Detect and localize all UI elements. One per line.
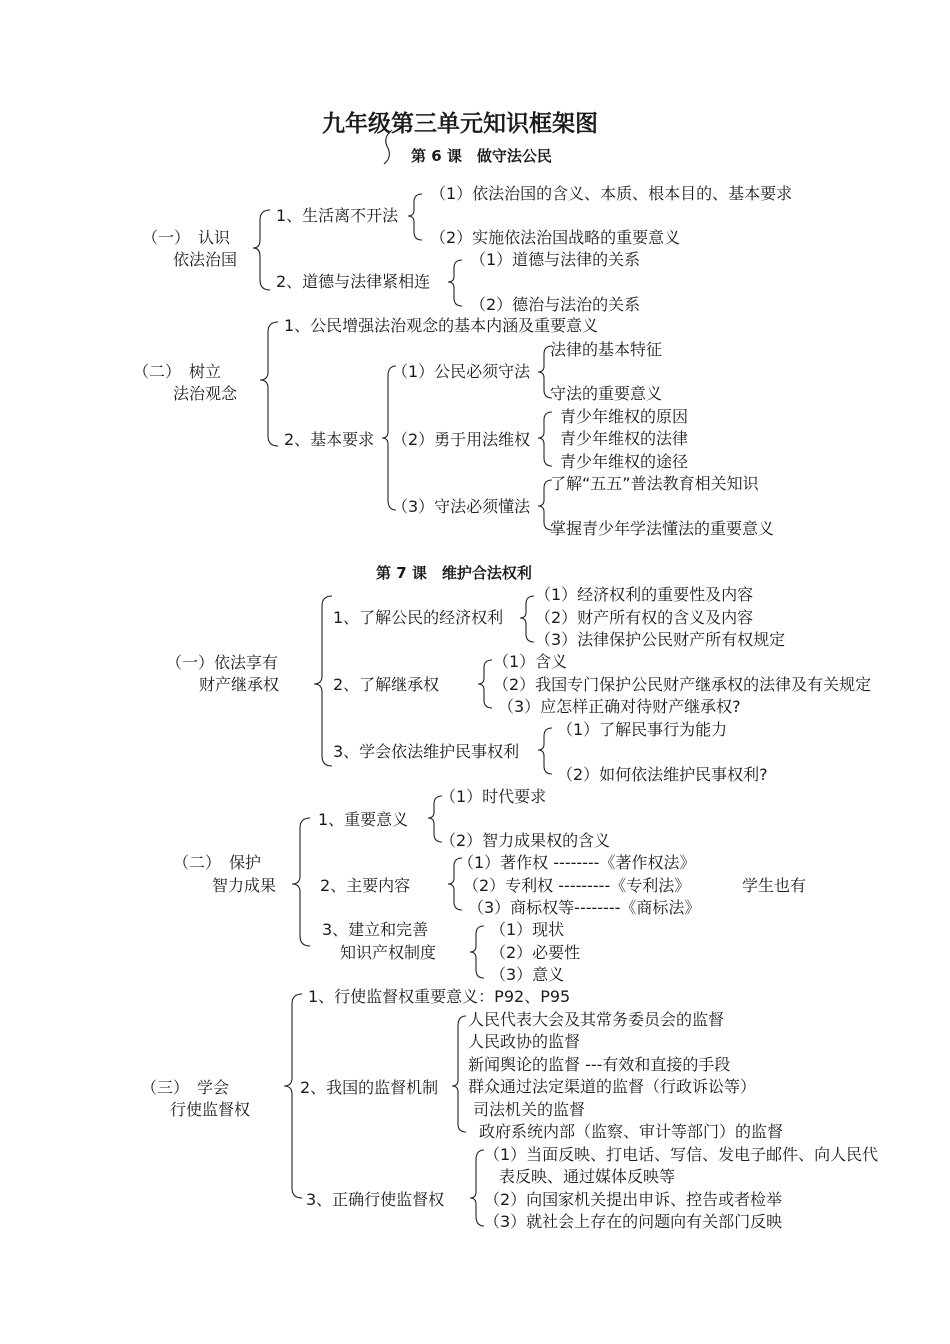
l6-s2-req2-sub3: 青少年维权的途径 — [560, 452, 689, 471]
brace-6-1-1 — [408, 194, 422, 240]
l7-s2-item2-sub1: （1）著作权 --------《著作权法》 — [458, 853, 696, 872]
brace-7-1-3 — [538, 728, 552, 774]
lesson6-heading: 第 6 课 做守法公民 — [411, 147, 552, 165]
l7-s2-item3-sub2: （2）必要性 — [490, 943, 581, 962]
l7-s3-item3-sub1-cont: 表反映、通过媒体反映等 — [499, 1167, 676, 1186]
l7-s2-item3-line1: 3、建立和完善 — [322, 920, 429, 939]
l6-s2-req3-sub1: 了解“五五”普法教育相关知识 — [550, 474, 759, 493]
l7-s1-item1-sub2: （2）财产所有权的含义及内容 — [535, 608, 754, 627]
l6-s1-item1: 1、生活离不开法 — [276, 206, 399, 225]
l7-s2-label-a: （二） 保护 — [173, 853, 262, 872]
l6-s2-req1: （1）公民必须守法 — [392, 362, 531, 381]
l6-s2-req3-sub2: 掌握青少年学法懂法的重要意义 — [550, 519, 775, 538]
l7-s2-item1-sub1: （1）时代要求 — [440, 787, 547, 806]
l7-s1-item1: 1、了解公民的经济权利 — [333, 608, 504, 627]
l6-s1-item1-sub2: （2）实施依法治国战略的重要意义 — [430, 228, 681, 247]
l6-s2-req1-sub2: 守法的重要意义 — [550, 384, 663, 403]
l7-s2-item2-sub3: （3）商标权等--------《商标法》 — [468, 898, 701, 917]
l6-s2-req3: （3）守法必须懂法 — [392, 497, 531, 516]
l7-s3-item3-sub1: （1）当面反映、打电话、写信、发电子邮件、向人民代 — [484, 1145, 879, 1164]
l6-s2-req1-sub1: 法律的基本特征 — [550, 340, 663, 359]
l6-s2-req2-sub2: 青少年维权的法律 — [560, 429, 689, 448]
brace-6-1-2 — [448, 260, 462, 306]
brace-6-1 — [253, 210, 270, 290]
l7-s2-item1-sub2: （2）智力成果权的含义 — [440, 831, 611, 850]
l7-s3-item2-sub5: 司法机关的监督 — [473, 1100, 586, 1119]
l7-s2-item3-line2: 知识产权制度 — [340, 943, 437, 962]
brace-6-2 — [260, 322, 278, 446]
l6-s2-label-b: 法治观念 — [173, 384, 238, 403]
l7-s1-item3-sub2: （2）如何依法维护民事权利? — [557, 765, 768, 784]
page-title: 九年级第三单元知识框架图 — [322, 111, 598, 137]
l7-s3-item2-sub6: 政府系统内部（监察、审计等部门）的监督 — [479, 1122, 784, 1141]
brace-6-2-2-2 — [538, 412, 552, 466]
l7-s1-item3: 3、学会依法维护民事权利 — [333, 742, 520, 761]
l7-s3-item3: 3、正确行使监督权 — [306, 1190, 445, 1209]
l7-s3-label-b: 行使监督权 — [170, 1100, 251, 1119]
l7-s3-item2: 2、我国的监督机制 — [300, 1078, 439, 1097]
l6-s2-req2: （2）勇于用法维权 — [392, 430, 531, 449]
l7-s3-item2-sub2: 人民政协的监督 — [468, 1032, 581, 1051]
l7-s2-label-b: 智力成果 — [212, 876, 277, 895]
l7-s1-item2: 2、了解继承权 — [333, 675, 440, 694]
l7-s1-item2-sub3: （3）应怎样正确对待财产继承权? — [498, 697, 741, 716]
l7-s1-label-b: 财产继承权 — [199, 675, 280, 694]
l7-s2-item2: 2、主要内容 — [320, 876, 411, 895]
l7-s3-item2-sub1: 人民代表大会及其常务委员会的监督 — [468, 1010, 725, 1029]
brace-7-3-2 — [452, 1016, 466, 1132]
l6-s2-req2-sub1: 青少年维权的原因 — [560, 407, 689, 426]
l6-s2-item2: 2、基本要求 — [284, 430, 375, 449]
l6-s1-item2-sub1: （1）道德与法律的关系 — [470, 250, 641, 269]
l6-s1-item2-sub2: （2）德治与法治的关系 — [470, 295, 641, 314]
l7-s2-item3-sub3: （3）意义 — [490, 965, 565, 984]
brace-7-2-3 — [470, 926, 484, 978]
l7-s1-label-a: （一）依法享有 — [166, 653, 279, 672]
brace-7-2 — [292, 818, 310, 946]
l6-s1-item2: 2、道德与法律紧相连 — [276, 272, 431, 291]
l6-s1-label-b: 依法治国 — [173, 250, 238, 269]
l7-s2-item1: 1、重要意义 — [318, 810, 409, 829]
brace-7-1-1 — [520, 596, 534, 642]
l7-s2-item3-sub1: （1）现状 — [490, 920, 565, 939]
l7-s2-item2-note: 学生也有 — [742, 876, 807, 895]
l7-s3-item1: 1、行使监督权重要意义：P92、P95 — [308, 987, 571, 1006]
l7-s3-item3-sub2: （2）向国家机关提出申诉、控告或者检举 — [484, 1190, 783, 1209]
l7-s1-item2-sub2: （2）我国专门保护公民财产继承权的法律及有关规定 — [493, 675, 872, 694]
l7-s3-item3-sub3: （3）就社会上存在的问题向有关部门反映 — [484, 1212, 783, 1231]
l7-s3-item2-sub4: 群众通过法定渠道的监督（行政诉讼等） — [468, 1077, 757, 1096]
l6-s1-item1-sub1: （1）依法治国的含义、本质、根本目的、基本要求 — [430, 184, 793, 203]
l7-s1-item2-sub1: （1）含义 — [493, 652, 568, 671]
brace-7-3-3 — [470, 1150, 484, 1226]
brace-7-1-2 — [478, 660, 492, 708]
l7-s3-item2-sub3: 新闻舆论的监督 ---有效和直接的手段 — [468, 1055, 731, 1074]
l6-s2-item1: 1、公民增强法治观念的基本内涵及重要意义 — [284, 316, 599, 335]
l7-s3-label-a: （三） 学会 — [141, 1078, 230, 1097]
brace-7-1 — [314, 596, 332, 766]
l7-s1-item1-sub1: （1）经济权利的重要性及内容 — [535, 585, 754, 604]
l6-s2-label-a: （二） 树立 — [133, 362, 222, 381]
lesson7-heading: 第 7 课 维护合法权利 — [376, 564, 532, 582]
l6-s1-label-a: （一） 认识 — [142, 228, 231, 247]
l7-s1-item3-sub1: （1）了解民事行为能力 — [557, 720, 728, 739]
l7-s1-item1-sub3: （3）法律保护公民财产所有权规定 — [535, 630, 786, 649]
l7-s2-item2-sub2: （2）专利权 ---------《专利法》 — [463, 876, 691, 895]
